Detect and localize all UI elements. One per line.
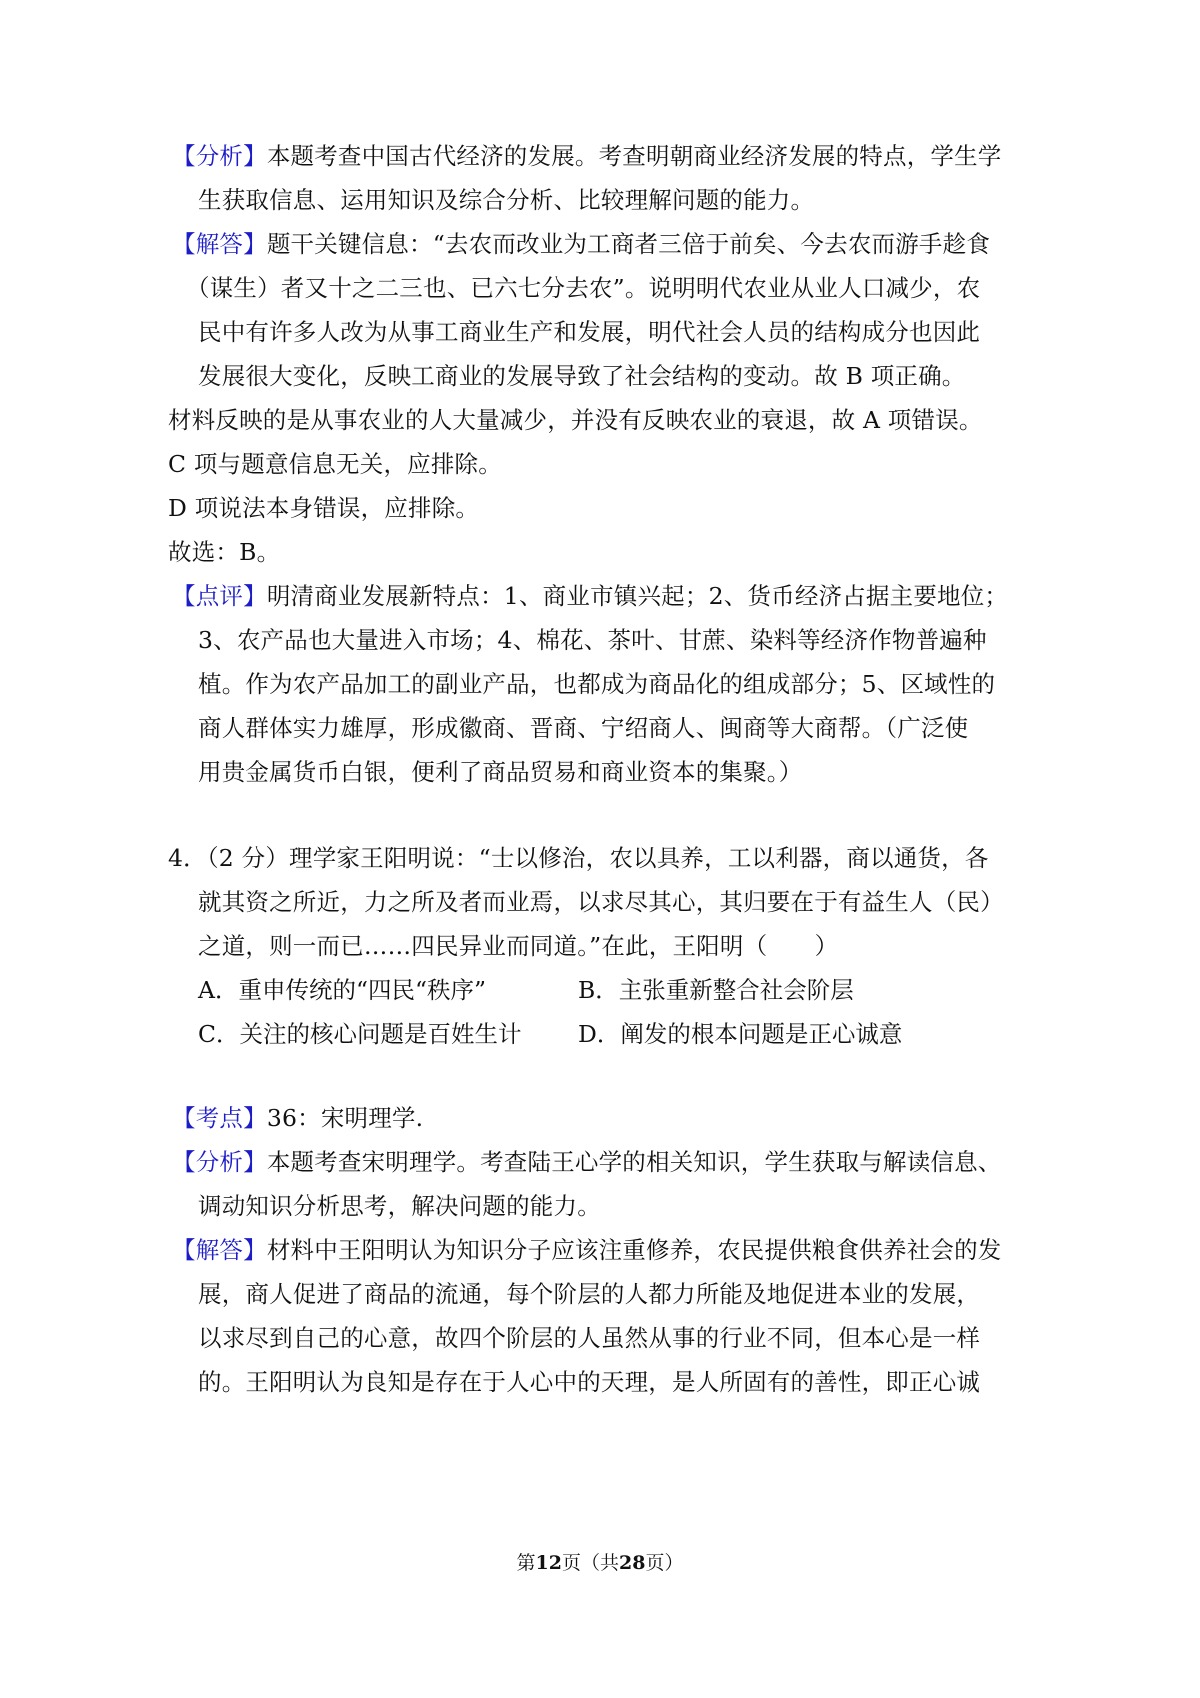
answer-2-line-2: 展，商人促进了商品的流通，每个阶层的人都力所能及地促进本业的发展， [198, 1280, 981, 1308]
plain-line-4: 故选：B。 [168, 538, 281, 566]
comment-line-5: 用贵金属货币白银，便利了商品贸易和商业资本的集聚。） [198, 758, 803, 786]
plain-line-3: D 项说法本身错误，应排除。 [168, 494, 480, 522]
analysis-1-line-2: 生获取信息、运用知识及综合分析、比较理解问题的能力。 [198, 186, 815, 214]
analysis-tag: 【分析】 [172, 142, 267, 170]
point-line: 【考点】36：宋明理学. [172, 1104, 424, 1132]
comment-line-1: 【点评】明清商业发展新特点：1、商业市镇兴起；2、货币经济占据主要地位； [172, 582, 1009, 610]
answer-2-line-1: 【解答】材料中王阳明认为知识分子应该注重修养，农民提供粮食供养社会的发 [172, 1236, 1002, 1264]
comment-line-3: 植。作为农产品加工的副业产品，也都成为商品化的组成部分；5、区域性的 [198, 670, 996, 698]
option-d: D．阐发的根本问题是正心诚意 [578, 1020, 903, 1048]
analysis-1-line-1: 【分析】本题考查中国古代经济的发展。考查明朝商业经济发展的特点，学生学 [172, 142, 1002, 170]
comment-tag: 【点评】 [172, 582, 267, 610]
analysis-tag: 【分析】 [172, 1148, 267, 1176]
plain-line-2: C 项与题意信息无关，应排除。 [168, 450, 502, 478]
answer-tag: 【解答】 [172, 1236, 267, 1264]
option-a: A．重申传统的“四民“秩序” [198, 976, 487, 1004]
analysis-2-line-1: 【分析】本题考查宋明理学。考查陆王心学的相关知识，学生获取与解读信息、 [172, 1148, 1002, 1176]
point-tag: 【考点】 [172, 1104, 267, 1132]
answer-1-line-4: 发展很大变化，反映工商业的发展导致了社会结构的变动。故 B 项正确。 [198, 362, 966, 390]
question-4-line-2: 就其资之所近，力之所及者而业焉，以求尽其心，其归要在于有益生人（民） [198, 888, 1004, 916]
analysis-2-line-2: 调动知识分析思考，解决问题的能力。 [198, 1192, 601, 1220]
plain-line-1: 材料反映的是从事农业的人大量减少，并没有反映农业的衰退，故 A 项错误。 [168, 406, 983, 434]
page-footer: 第12页（共28页） [516, 1552, 684, 1574]
comment-line-2: 3、农产品也大量进入市场；4、棉花、茶叶、甘蔗、染料等经济作物普遍种 [198, 626, 987, 654]
answer-1-line-1: 【解答】题干关键信息：“去农而改业为工商者三倍于前矣、今去农而游手趁食 [172, 230, 991, 258]
total-page-number: 28 [619, 1552, 646, 1574]
current-page-number: 12 [535, 1552, 562, 1574]
question-4-line-1: 4．（2 分）理学家王阳明说：“士以修治，农以具养，工以利器，商以通货，各 [168, 844, 989, 872]
answer-1-line-3: 民中有许多人改为从事工商业生产和发展，明代社会人员的结构成分也因此 [198, 318, 981, 346]
answer-2-line-3: 以求尽到自己的心意，故四个阶层的人虽然从事的行业不同，但本心是一样 [198, 1324, 981, 1352]
option-c: C．关注的核心问题是百姓生计 [198, 1020, 522, 1048]
answer-2-line-4: 的。王阳明认为良知是存在于人心中的天理，是人所固有的善性，即正心诚 [198, 1368, 981, 1396]
question-4-line-3: 之道，则一而已……四民异业而同道。”在此，王阳明（ ） [198, 932, 839, 960]
comment-line-4: 商人群体实力雄厚，形成徽商、晋商、宁绍商人、闽商等大商帮。（广泛使 [198, 714, 969, 742]
answer-1-line-2: （谋生）者又十之二三也、已六七分去农”。说明明代农业从业人口减少，农 [186, 274, 981, 302]
option-b: B．主张重新整合社会阶层 [578, 976, 854, 1004]
answer-tag: 【解答】 [172, 230, 267, 258]
